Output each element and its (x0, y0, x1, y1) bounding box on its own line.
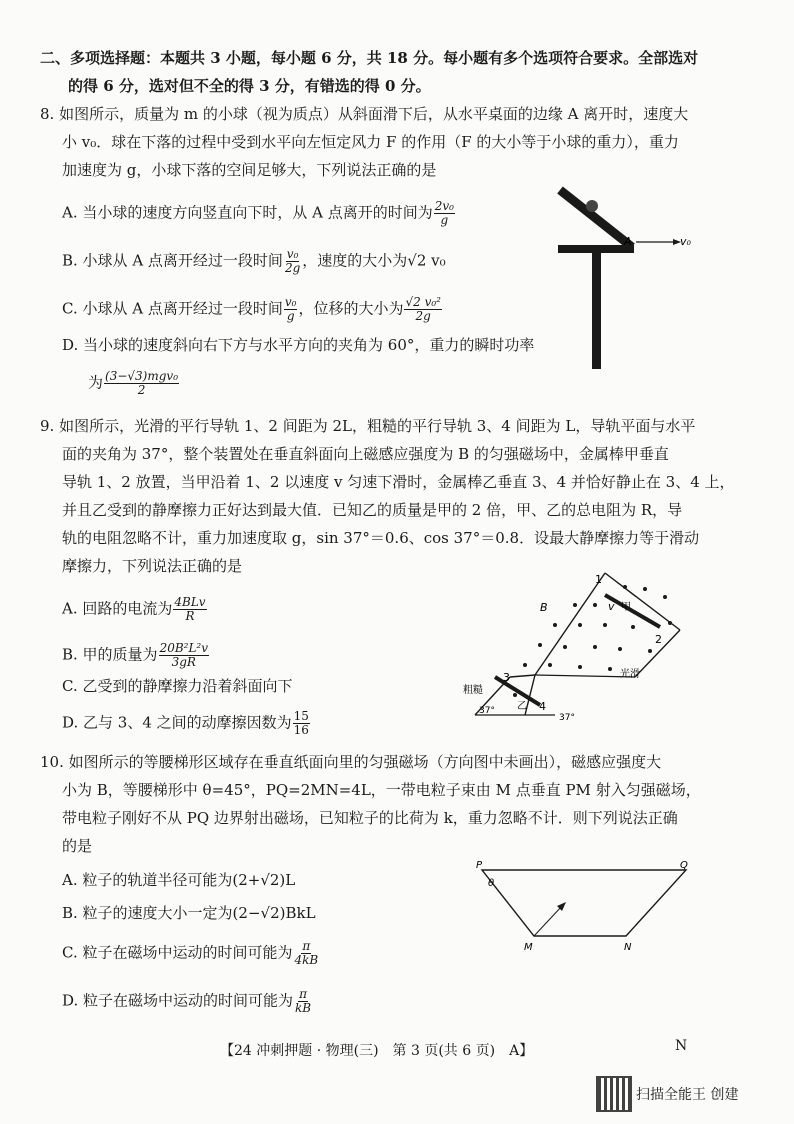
q8-stem-line2: 小 v₀．球在下落的过程中受到水平向左恒定风力 F 的作用（F 的大小等于小球的重力），重力 (62, 133, 679, 151)
ball (586, 200, 598, 212)
q9-stem-line6: 摩擦力，下列说法正确的是 (62, 557, 243, 575)
q8-option-d: D. 当小球的速度斜向右下方与水平方向的夹角为 60°，重力的瞬时功率 (62, 336, 535, 354)
q9-option-b: B. 甲的质量为 $\frac{\text{20B²L²v}}{3gR}$ (62, 641, 209, 669)
q10-option-d: D. 粒子在磁场中运动的时间可能为 $\frac{\pi}{kB}$ (62, 987, 312, 1015)
q10-stem-line3: 带电粒子刚好不从 PQ 边界射出磁场，已知粒子的比荷为 k，重力忽略不计．则下列说法正确 (62, 809, 678, 827)
label-a: A (624, 235, 632, 248)
q8-figure (540, 185, 720, 375)
q9-stem-line1: 9. 如图所示，光滑的平行导轨 1、2 间距为 2L，粗糙的平行导轨 3、4 间距为 L，导轨平面与水平 (40, 417, 696, 435)
label-smooth: 光滑 (620, 669, 640, 680)
q9-figure (455, 565, 695, 725)
q9-stem-line4: 并且乙受到的静摩擦力正好达到最大值．已知乙的质量是甲的 2 倍，甲、乙的总电阻为 R，导 (62, 501, 683, 519)
q10-option-c: C. 粒子在磁场中运动的时间可能为 $\frac{\pi}{4kB}$ (62, 939, 319, 967)
label-2: 2 (655, 633, 662, 646)
label-v0: v₀ (680, 235, 691, 248)
label-n: N (624, 942, 632, 953)
section-header-line2: 的得 6 分，选对但不全的得 3 分，有错选的得 0 分。 (68, 77, 431, 95)
q8-stem-line1: 8. 如图所示，质量为 m 的小球（视为质点）从斜面滑下后，从水平桌面的边缘 A 离开时，速度大 (40, 105, 689, 123)
q8-option-d-continued: 为 $\frac{\text{(3−√3)mgv₀}}{2}$ (88, 369, 178, 397)
q9-option-a: A. 回路的电流为 $\frac{\text{4BLv}}{R}$ (62, 595, 206, 623)
label-v: v (608, 600, 615, 613)
section-header-line1: 二、多项选择题：本题共 3 小题，每小题 6 分，共 18 分。每小题有多个选项符合要求。全部选对 (40, 49, 699, 67)
trapezoid (482, 870, 686, 936)
q9-option-c: C. 乙受到的静摩擦力沿着斜面向下 (62, 677, 293, 695)
label-yi: 乙 (517, 701, 527, 712)
label-angle-2: 37° (559, 713, 575, 723)
q10-stem-line2: 小为 B，等腰梯形中 θ=45°，PQ=2MN=4L，一带电粒子束由 M 点垂直 PM 射入匀强磁场， (62, 781, 701, 799)
q9-option-d: D. 乙与 3、4 之间的动摩擦因数为 $\frac{15}{16}$ (62, 709, 309, 737)
q8-stem-line3: 加速度为 g，小球下落的空间足够大，下列说法正确的是 (62, 161, 437, 179)
label-m: M (524, 942, 533, 953)
incline (560, 190, 632, 247)
label-q: Q (680, 860, 688, 871)
label-theta: θ (488, 878, 495, 889)
q9-stem-line2: 面的夹角为 37°，整个装置处在垂直斜面向上磁感应强度为 B 的匀强磁场中，金属棒甲垂直 (62, 445, 669, 463)
page-footer: 【24 冲刺押题 · 物理(三) 第 3 页(共 6 页) A】 (220, 1043, 534, 1059)
q10-option-b: B. 粒子的速度大小一定为(2−√2)BkL (62, 904, 316, 922)
rail-3 (510, 675, 535, 677)
footer-mark: N (675, 1038, 688, 1054)
label-p: P (476, 860, 483, 871)
scanner-watermark: 扫描全能王 创建 (636, 1087, 739, 1103)
table-leg (592, 253, 601, 369)
magnetic-field-dots (513, 585, 672, 697)
q10-stem-line1: 10. 如图所示的等腰梯形区域存在垂直纸面向里的匀强磁场（方向图中未画出），磁感应强度大 (40, 753, 662, 771)
q9-stem-line3: 导轨 1、2 放置，当甲沿着 1、2 以速度 v 匀速下滑时，金属棒乙垂直 3、4 并恰好静止在 3、4 上， (62, 473, 735, 491)
q8-option-c: C. 小球从 A 点离开经过一段时间 $\frac{\text{v₀}}{g}$ ，位移的大小为 $\frac{\text{√2 v₀²}}{2g}$ (62, 295, 441, 323)
q10-stem-line4: 的是 (62, 837, 93, 855)
label-rough: 粗糙 (463, 685, 483, 696)
qr-code-icon (596, 1076, 632, 1112)
q8-option-a: A. 当小球的速度方向竖直向下时，从 A 点离开的时间为 $\frac{\text{2v₀}}{g}$ (62, 199, 454, 227)
label-3: 3 (503, 671, 510, 684)
label-jia: 甲 (621, 602, 631, 613)
q10-figure (470, 858, 700, 953)
particle-velocity (534, 906, 562, 936)
label-angle-1: 37° (479, 706, 495, 716)
label-1: 1 (595, 573, 602, 586)
rail-1 (535, 573, 605, 675)
q8-option-b: B. 小球从 A 点离开经过一段时间 $\frac{\text{v₀}}{2g}$ ，速度的大小为√2 v₀ (62, 247, 446, 275)
table-top (558, 245, 634, 253)
q10-option-a: A. 粒子的轨道半径可能为(2+√2)L (62, 871, 296, 889)
label-4: 4 (539, 700, 546, 713)
label-b: B (540, 601, 548, 614)
q9-stem-line5: 轨的电阻忽略不计，重力加速度取 g，sin 37°＝0.6、cos 37°＝0.8．设最大静摩擦力等于滑动 (62, 529, 700, 547)
